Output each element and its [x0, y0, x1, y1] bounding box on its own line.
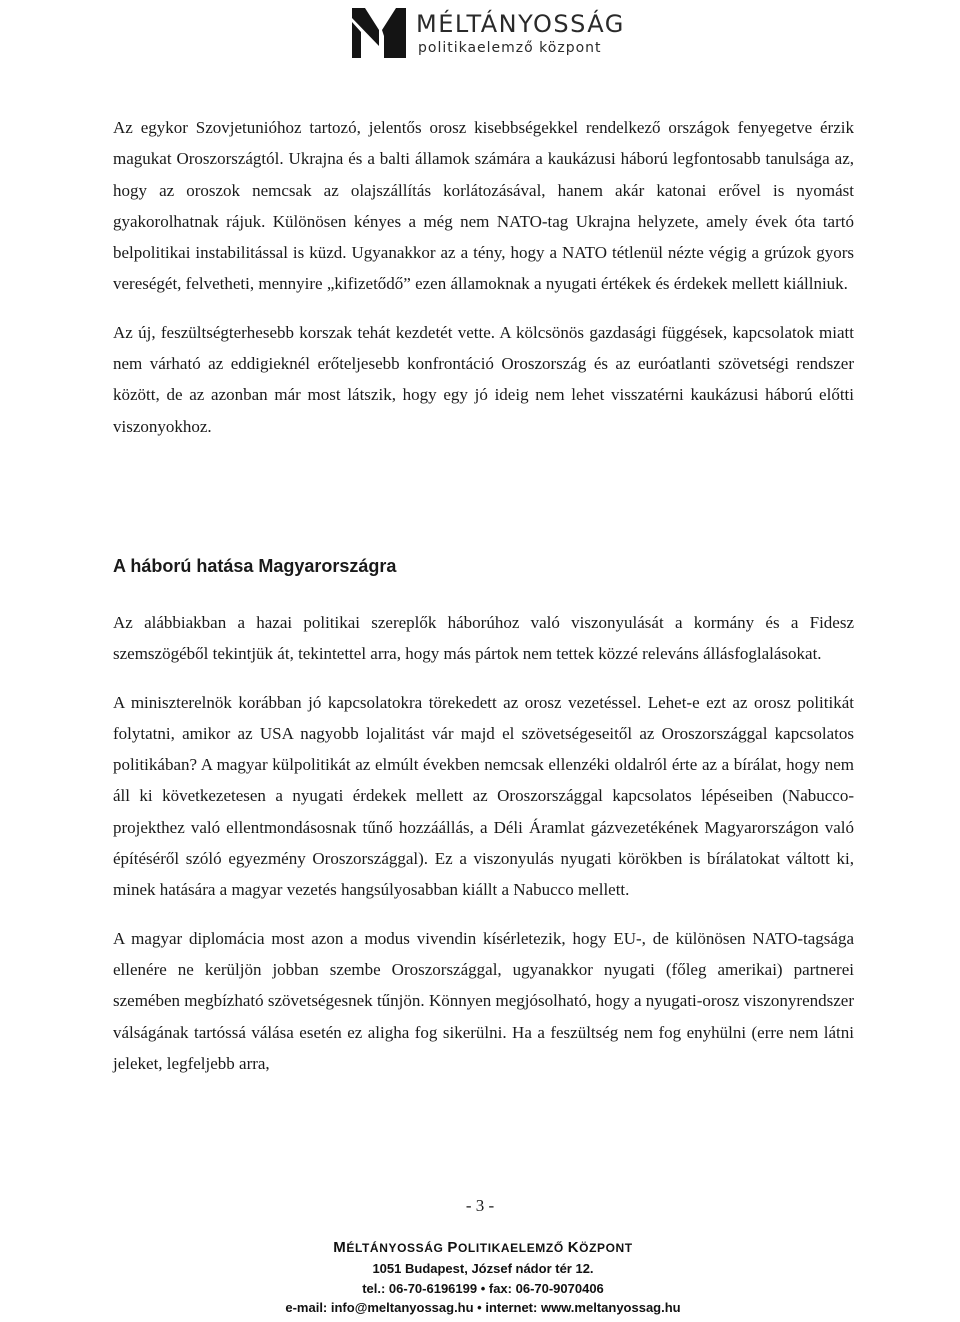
org-name-part: ÖZPONT: [579, 1241, 633, 1255]
paragraph: Az alábbiakban a hazai politikai szereplők háborúhoz való viszonyulását a kormány és a Fidesz szemszögéből tekintjük át, tekintettel arra, hogy más pártok nem tettek közzé releváns állásfoglalásokat.: [113, 613, 854, 664]
page-number: - 3 -: [465, 1196, 495, 1215]
footer-address: 1051 Budapest, József nádor tér 12.: [372, 1261, 594, 1276]
paragraph: Az új, feszültségterhesebb korszak tehát kezdetét vette. A kölcsönös gazdasági függések, kapcsolatok miatt nem várható az eddigieknél erőteljesebb konfrontáció Oroszország és az euróatlanti szövetségi rendszer között, de az azonban már most látszik, hogy egy jó ideig nem lehet visszatérni kaukázusi háború előtti viszonyokhoz.: [113, 322, 854, 436]
org-name-initial: P: [447, 1239, 458, 1256]
footer-phone-fax: tel.: 06-70-6196199 • fax: 06-70-9070406: [362, 1280, 604, 1296]
footer-org-name: [253, 1237, 713, 1259]
logo-title: MÉLTÁNYOSSÁG: [416, 10, 625, 38]
paragraph: A magyar diplomácia most azon a modus vivendin kísérletezik, hogy EU-, de különösen NATO-tagsága ellenére ne kerüljön jobban szembe Oroszországgal, ugyanakkor nyugati (főleg amerikai) partnerei szemében megbízható szövetségesnek tűnjön. Könnyen megjósolható, hogy a nyugati-orosz viszonyrendszer válságának tartóssá válása esetén ez aligha fog sikerülni. Ha a feszültség nem fog enyhülni (erre nem látni jeleket, legfeljebb arra,: [113, 928, 854, 1073]
section-text: [113, 607, 854, 1079]
org-name-part: ÉLTÁNYOSSÁG: [346, 1241, 448, 1255]
brand-logo: [350, 6, 625, 62]
section-heading: A háború hatása Magyarországra: [113, 556, 397, 576]
page-footer: [253, 1237, 713, 1318]
logo-mark-icon: [350, 6, 408, 60]
org-name-initial: K: [567, 1239, 580, 1256]
org-name-part: OLITIKAELEMZŐ: [457, 1241, 568, 1255]
org-name-initial: M: [333, 1239, 347, 1256]
paragraph: A miniszterelnök korábban jó kapcsolatokra törekedett az orosz vezetéssel. Lehet-e ezt az orosz politikát folytatni, amikor az USA nagyobb lojalitást vár majd el szövetségeseitől az Oroszországgal kapcsolatos politikában? A magyar külpolitikát az elmúlt években nemcsak ellenzéki oldalról érte az a bírálat, hogy nem áll ki következetesen a nyugati érdekek mellett az Oroszországgal kapcsolatos lépéseiben (Nabucco- projekthez való ellentmondásosnak tűnő hozzáállás, a Déli Áramlat gázvezetékének Magyarországon való építéséről szóló egyezmény Oroszországgal). Ez a viszonyulás nyugati körökben is bírálatokat váltott ki, minek hatására a magyar vezetés hangsúlyosabban kiállt a Nabucco mellett.: [113, 692, 854, 900]
logo-subtitle: politikaelemző központ: [418, 40, 602, 56]
paragraph: Az egykor Szovjetunióhoz tartozó, jelentős orosz kisebbségekkel rendelkező országok fenyegetve érzik magukat Oroszországtól. Ukrajna és a balti államok számára a kaukázusi háború legfontosabb tanulsága az, hogy az oroszok nemcsak az olajszállítás korlátozásával, hanem akár katonai erővel is nyomást gyakorolhatnak rájuk. Különösen kényes a még nem NATO-tag Ukrajna helyzete, amely évek óta tartó belpolitikai instabilitással is küzd. Ugyanakkor az a tény, hogy a NATO tétlenül nézte végig a grúzok gyors vereségét, felvetheti, mennyire „kifizetődő” ezen államoknak a nyugati értékek és érdekek mellett kiállniuk.: [113, 118, 854, 294]
intro-text: [113, 112, 854, 442]
footer-email-web: e-mail: info@meltanyossag.hu • internet: www.meltanyossag.hu: [285, 1300, 681, 1315]
